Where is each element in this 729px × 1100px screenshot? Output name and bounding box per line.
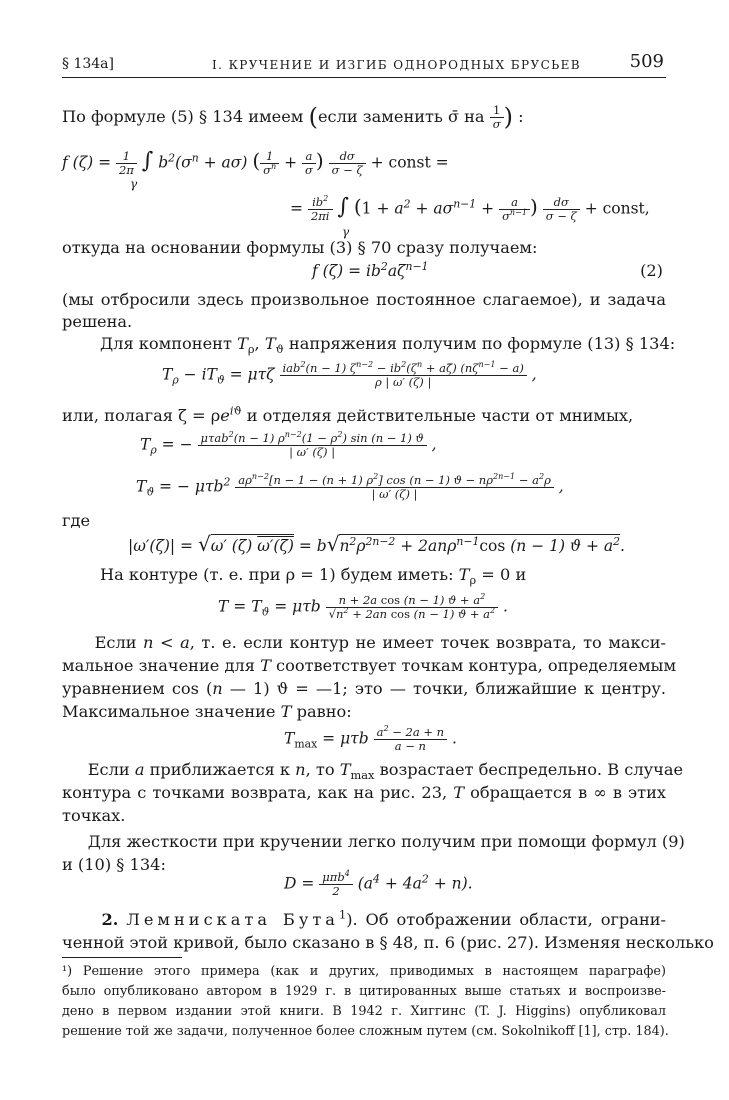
section-2-line-1: 2. Лемниската Бута$^1$). Об отображении области, ограни-	[101, 907, 666, 929]
paragraph-dropped-constant-2: решена.	[62, 312, 133, 331]
section-2-title: Лемниската Бута	[126, 910, 339, 929]
paragraph-setting-zeta: или, полагая $\zeta = \rho e^{iϑ}$ и отделяя действительные части от мнимых,	[62, 403, 634, 425]
paragraph-intro: По формуле (5) § 134 имеем (если заменить σ̄ на $\frac{1}{\sigma}$ ) :	[62, 103, 524, 131]
equation-f-zeta-1: f (ζ) = $\frac{1}{2\pi}$ ∫ $b^2(\sigma^n + a\sigma)$ ( $\frac{1}{\sigma^n}$ + $\frac{a}{\sigma}$ ) $\frac{d\sigma}{\sigma - \zeta}$ + const =	[62, 148, 449, 177]
paragraph-max-2: мальное значение для T соответствует точкам контура, определяемым	[62, 656, 677, 675]
footnote-rule	[62, 957, 182, 958]
header-rule	[62, 77, 666, 78]
paragraph-components: Для компонент $T_\rho$, $T_ϑ$ напряжения получим по формуле (13) § 134:	[100, 334, 676, 357]
paragraph-dropped-constant-1: (мы отбросили здесь произвольное постоянное слагаемое), и задача	[62, 290, 666, 309]
paragraph-approach-3: точках.	[62, 806, 126, 825]
running-header	[62, 50, 666, 80]
footnote-line-4: решение той же задачи, полученное более сложным путем (см. Sokolnikoff [1], стр. 184).	[62, 1024, 669, 1039]
equation-2: f $(\zeta) = ib^2a\zeta^{n-1}$	[312, 259, 429, 280]
paragraph-on-contour: На контуре (т. е. при ρ = 1) будем иметь: $T_\rho = 0$ и	[100, 565, 527, 588]
section-2-line-2: ченной этой кривой, было сказано в § 48, п. 6 (рис. 27). Изменяя несколько	[62, 933, 714, 952]
equation-number: (2)	[640, 261, 663, 280]
paragraph-approach-1: Если a приближается к n, то $T_{max}$ возрастает беспредельно. В случае	[62, 760, 684, 783]
paragraph-rigidity-2: и (10) § 134:	[62, 855, 166, 874]
equation-T-contour: $T = T_ϑ = \mu\tau b$ $\frac{n + 2a \cos (n - 1) ϑ + a^2}{√n^2 + 2an \cos (n - 1) ϑ + a^2}$ .	[218, 592, 508, 621]
paragraph-approach-2: контура с точками возврата, как на рис. 23, T обращается в ∞ в этих	[62, 783, 666, 802]
equation-T-theta: $T_ϑ$ = − μτb$^2$ $\frac{a\rho^{n-2}[n - 1 - (n + 1) \rho^2] \cos (n - 1) ϑ - n\rho^{2n-1} - a^2\rho}{| \omega' (\zeta) |}$ ,	[136, 472, 564, 501]
equation-T-max: $T_{max} = \mu\tau b$ $\frac{a^2 - 2a + n}{a - n}$ .	[284, 724, 457, 753]
book-page: § 134а] I. КРУЧЕНИЕ И ИЗГИБ ОДНОРОДНЫХ БРУСЬЕВ 509 По формуле (5) § 134 имеем (если заменить σ̄ на $\frac{1}{\sigma}$ ) : f (ζ) = $\frac{1}{2\pi}$ ∫ $b^2(\sigma^n + a\sigma)$ ( $\frac{1}{\sigma^n}$ + $\frac{a}{\sigma}$ ) $\frac{d\sigma}{\sigma - \zeta}$ + const = γ = $\frac{ib^2}{2\pi i}$ ∫ ($1 + a^2 + a\sigma^{n-1}$ + $\frac{a}{\sigma^{n-1}}$ ) $\frac{d\sigma}{\sigma - \zeta}$ + const, γ откуда на основании формулы (3) § 70 сразу получаем: f $(\zeta) = ib^2a\zeta^{n-1}$ (2) (мы отбросили здесь произвольное постоянное слагаемое), и задача решена. Для компонент $T_\rho$, $T_ϑ$ напряжения получим по формуле (13) § 134: $T_\rho - iT_ϑ = \mu\tau\zeta$ $\frac{iab^2(n - 1) \zeta^{n-2} - ib^2(\zeta^n + a\zetā) (n\zeta^{n-1} - a)}{\rho | \omega' (\zeta) |}$ , или, полагая $\zeta = \rho e^{iϑ}$ и отделяя действительные части от мнимых, $T_\rho$ = − $\frac{\mu\tau ab^2(n - 1) \rho^{n-2}(1 - \rho^2) \sin (n - 1) ϑ}{| \omega' (\zeta) |}$ , $T_ϑ$ = − μτb$^2$ $\frac{a\rho^{n-2}[n - 1 - (n + 1) \rho^2] \cos (n - 1) ϑ - n\rho^{2n-1} - a^2\rho}{| \omega' (\zeta) |}$ , где |ω′(ζ)| = √ω′ (ζ) $\omega'(\zeta) = b√n^2\rho^{2n-2} + 2an\rho^{n-1}\cos$ (n − 1) $ϑ + a^2$. На контуре (т. е. при ρ = 1) будем иметь: $T_\rho = 0$ и $T = T_ϑ = \mu\tau b$ $\frac{n + 2a \cos (n - 1) ϑ + a^2}{√n^2 + 2an \cos (n - 1) ϑ + a^2}$ . Если n < a, т. е. если контур не имеет точек возврата, то макси- мальное значение для T соответствует точкам контура, определяемым уравнением cos (n — 1) ϑ = —1; это — точки, ближайшие к центру. Максимальное значение T равно: $T_{max} = \mu\tau b$ $\frac{a^2 - 2a + n}{a - n}$ . Если a приближается к n, то $T_{max}$ возрастает беспредельно. В случае контура с точками возврата, как на рис. 23, T обращается в ∞ в этих точках. Для жесткости при кручении легко получим при помощи формул (9) и (10) § 134: D = $\frac{\mu\pi b^4}{2}$ $(a^4 + 4a^2 + n)$. 2. Лемниската Бута$^1$). Об отображении области, ограни- ченной этой кривой, было сказано в § 48, п. 6 (рис. 27). Изменяя несколько ¹) Решение этого примера (как и других, приводимых в настоящем параграфе) было опубликовано автором в 1929 г. в цитированных выше статьях и воспроизве- дено в первом издании этой книги. В 1942 г. Хиггинс (T. J. Higgins) опубликовал решение той же задачи, полученное более сложным путем (см. Sokolnikoff [1], стр. 184).	[62, 51, 714, 1039]
equation-stress-complex: $T_\rho - iT_ϑ = \mu\tau\zeta$ $\frac{iab^2(n - 1) \zeta^{n-2} - ib^2(\zeta^n + a\zetā) (n\zeta^{n-1} - a)}{\rho | \omega' (\zeta) |}$ ,	[162, 360, 537, 389]
footnote-line-3: дено в первом издании этой книги. В 1942 г. Хиггинс (T. J. Higgins) опубликовал	[62, 1004, 666, 1019]
word-where: где	[62, 511, 91, 530]
paragraph-hence: откуда на основании формулы (3) § 70 сразу получаем:	[62, 238, 538, 257]
equation-rigidity: D = $\frac{\mu\pi b^4}{2}$ $(a^4 + 4a^2 + n)$.	[284, 869, 473, 898]
paragraph-max-3: уравнением cos (n — 1) ϑ = —1; это — точки, ближайшие к центру.	[62, 679, 666, 698]
paragraph-rigidity-1: Для жесткости при кручении легко получим при помощи формул (9)	[87, 832, 685, 851]
footnote-line-1: ¹) Решение этого примера (как и других, приводимых в настоящем параграфе)	[62, 964, 666, 979]
equation-omega-modulus: |ω′(ζ)| = √ω′ (ζ) $\omega'(\zeta) = b√n^2\rho^{2n-2} + 2an\rho^{n-1}\cos$ (n − 1) $ϑ + a^2$.	[128, 532, 625, 556]
equation-f-zeta-2: = $\frac{ib^2}{2\pi i}$ ∫ ($1 + a^2 + a\sigma^{n-1}$ + $\frac{a}{\sigma^{n-1}}$ ) $\frac{d\sigma}{\sigma - \zeta}$ + const,	[290, 194, 650, 223]
header-title: I. КРУЧЕНИЕ И ИЗГИБ ОДНОРОДНЫХ БРУСЬЕВ	[212, 58, 582, 72]
equation-T-rho: $T_\rho$ = − $\frac{\mu\tau ab^2(n - 1) \rho^{n-2}(1 - \rho^2) \sin (n - 1) ϑ}{| \omega' (\zeta) |}$ ,	[140, 430, 437, 459]
footnote-line-2: было опубликовано автором в 1929 г. в цитированных выше статьях и воспроизве-	[62, 984, 666, 999]
paragraph-max-1: Если n < a, т. е. если контур не имеет точек возврата, то макси-	[62, 633, 667, 652]
paragraph-max-4: Максимальное значение T равно:	[62, 702, 352, 721]
page-number: 509	[629, 51, 664, 72]
header-section: § 134а]	[62, 56, 114, 72]
